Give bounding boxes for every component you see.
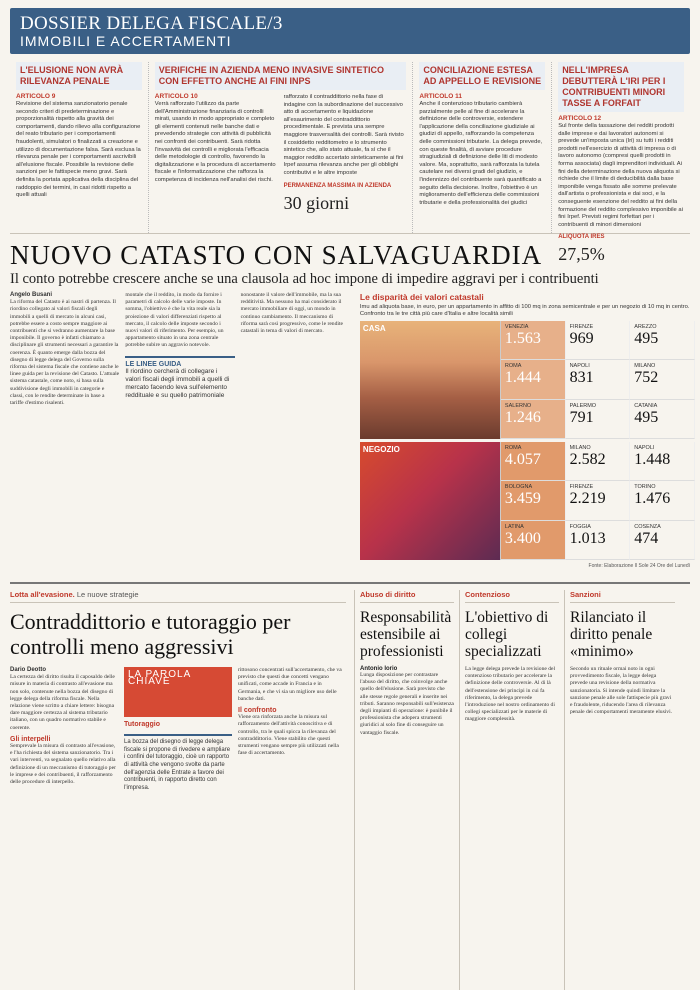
imu-value: 752	[634, 369, 659, 387]
tag-main: Lotta all'evasione.	[10, 590, 75, 599]
negozio-label: NEGOZIO	[362, 445, 400, 454]
city-name: SALERNO	[504, 402, 532, 409]
box-text: Revisione del sistema sanzionatorio penale secondo criteri di predeterminazione e proporzionalità rispetto alla gravità dei comportamenti, dando rilievo alla configurazione del reato tributario per i comportamenti fraudolenti, simulatori o finalizzati a creazione e utilizzo di documentazione falsa. Sarà esclusa la rilevanza penale per i comportamenti ascrivibili all'elusione fiscale. Possibile la revisione delle sanzioni per le fattispecie meno gravi. Sarà definita la portata applicativa della disciplina del raddoppio dei termini, in casi ridotti rispetto a quelli attuali	[16, 101, 141, 199]
casa-value-cell	[566, 321, 631, 360]
chart-source: Fonte: Elaborazione Il Sole 24 Ore del Lunedì	[588, 563, 690, 569]
lead-body: La certezza del diritto risulta il caposaldo delle misure in materia di contrasto all'evasione ma non solo, contenute nella bozza del disegno di legge delega della riforma fiscale. Nella relazione viene scritto a chiare lettere: bisogna dare maggiore certezza al sistema tributario italiano, con un quadro normativo stabile e coerente.	[10, 674, 115, 731]
negozio-value-cell	[566, 481, 631, 520]
section-tag	[10, 590, 346, 603]
kpi-value: 27,5%	[558, 244, 605, 265]
negozio-panel	[360, 442, 690, 560]
imu-value: 3.400	[504, 529, 541, 547]
main-subheadline: Il conto potrebbe crescere anche se una clausola ad hoc impone di impedire aggravi per i contribuenti	[10, 271, 599, 287]
city-name: PALERMO	[569, 402, 597, 409]
box-text: Anche il contenzioso tributario cambierà parzialmente pelle al fine di accelerare la definizione delle controversie, estendere l'applicazione della conciliazione giudiziale ai giudizi di appello, rafforzando la competenza delle commissioni tributarie. La delega prevede, con queste finalità, di avviare procedure stragiudiziali di definizione delle liti di modesto valore. Ma, soprattutto, sarà rafforzata la tutela cautelare nei diversi gradi del giudizio, e l'indennizzo del contribuente sarà quantificato a seguito della decisione. Inoltre, l'obiettivo è un miglioramento dell'efficienza delle commissioni tributarie e della professionalità dei giudici	[419, 101, 543, 206]
key-word-definition: La bozza del disegno di legge delega fiscale si propone di rivedere e ampliare i confini del tutoraggio, cioè un rapporto di attività che vengono svolte da parte dell'agenzia delle Entrate a favore dei contribuenti, in rapporto diretto con l'impresa.	[124, 734, 232, 792]
city-name: BOLOGNA	[504, 484, 533, 491]
negozio-values-grid	[500, 442, 695, 560]
lead-column-2	[124, 667, 232, 792]
lead-column-3	[238, 667, 346, 792]
key-word: Tutoraggio	[124, 721, 161, 728]
imu-value: 495	[634, 330, 659, 347]
key-word-box	[124, 667, 232, 717]
imu-value: 2.582	[569, 451, 606, 468]
story-sanzioni	[565, 590, 680, 990]
imu-value: 2.219	[569, 490, 606, 508]
imu-value: 1.013	[569, 529, 606, 547]
city-name: NAPOLI	[569, 363, 590, 370]
article-column-1	[10, 292, 119, 582]
kpi-label: PERMANENZA MASSIMA IN AZIENDA	[283, 182, 392, 189]
city-name: LATINA	[504, 523, 524, 530]
lead-body: Viene ora rinforzata anche la misura sul rafforzamento dell'attività conoscitiva e di controllo, tra le quali spicca la rilevanza del contraddittorio. Viene stabilito che questi strumenti vengano sempre più utilizzati nella fase di accertamento.	[238, 714, 339, 757]
box-title: NELL'IMPRESA DEBUTTERÀ L'IRI PER I CONTRIBUENTI MINORI TASSE A FORFAIT	[558, 62, 684, 112]
city-name: FIRENZE	[569, 484, 594, 491]
catasto-infographic	[360, 292, 690, 582]
casa-panel	[360, 321, 690, 439]
city-name: TORINO	[634, 484, 656, 491]
casa-values-grid	[500, 321, 695, 439]
casa-value-cell	[501, 321, 566, 360]
casa-value-cell	[630, 321, 695, 360]
box-text-continued: rafforzato il contraddittorio nella fase di indagine con la subordinazione del successivo atto di accertamento e liquidazione all'esaurimento del contraddittorio procedimentale. E prevista una sempre maggiore trasversalità dei controlli. Sarà rivisto il cosiddetto redditometro e lo strumento sintetico che, allo stato attuale, fa sì che il maggior reddito accertato sinteticamente ai fini Irpef assuma rilevanza anche per gli obblighi contributivi e le altre imposte	[283, 94, 404, 176]
lead-column-1	[10, 667, 118, 792]
negozio-value-cell	[501, 442, 566, 481]
city-name: COSENZA	[634, 523, 661, 530]
city-name: ROMA	[504, 363, 522, 370]
lead-headline: Contraddittorio e tutoraggio per controlli meno aggressivi	[10, 609, 291, 659]
linee-guida-title: LE LINEE GUIDA	[125, 360, 182, 368]
city-name: CATANIA	[634, 402, 658, 409]
tag-sub: Le nuove strategie	[76, 590, 139, 599]
dossier-title: DOSSIER DELEGA FISCALE/3	[20, 13, 283, 34]
article-body: nonostante il valore dell'immobile, ma la sua redditività. Ma nessuno ha mai considerato il mercato immobiliare di oggi, un mondo in continuo cambiamento. Il meccanismo di riforma sarà così progressivo, come le rendite catastali in tema di valori di mercato.	[240, 292, 343, 335]
casa-value-cell	[630, 400, 695, 439]
city-name: MILANO	[634, 363, 656, 370]
story-body: La legge delega prevede la revisione del contenzioso tributario per accelerare la definizione delle controversie. Al di là dell'estensione dei principi in cui fa riferimento, la delega prevede l'introduzione nel nostro ordinamento di collegi specializzati per le materie di maggiore complessità.	[465, 666, 556, 723]
article-column-2	[125, 292, 234, 582]
box-article-11	[413, 62, 552, 233]
section-tag: Abuso di diritto	[360, 590, 454, 603]
imu-value: 495	[634, 408, 659, 426]
article-body: La riforma del Catasto è ai nastri di partenza. Il riordino collegato ai valori fiscali degli immobili a quelli di mercato in alcuni casi, potrebbe essere a costo sempre maggiore ai contribuenti che si vedranno aumentare la base imponibile. Il governo è infatti chiamato a disciplinare gli strumenti necessari a garantire la coerenza. È quanto emerge dalla bozza del disegno di legge delega del Governo sulla riforma del sistema fiscale che contiene anche le linee guida per la revisione del Catasto. L'attuale sistema catastale, come noto, si basa sulla suddivisione degli immobili in categorie e classi, con le rendite determinate in base a tariffe d'estimo risalenti.	[10, 299, 120, 407]
city-name: NAPOLI	[634, 445, 655, 451]
box-title: VERIFICHE IN AZIENDA MENO INVASIVE SINTETICO CON EFFETTO ANCHE AI FINI INPS	[155, 62, 407, 90]
linee-guida-box	[125, 356, 234, 400]
box-article-10	[149, 62, 414, 233]
casa-value-cell	[501, 360, 566, 399]
negozio-value-cell	[566, 442, 631, 481]
casa-value-cell	[501, 400, 566, 439]
story-abuso	[355, 590, 460, 990]
imu-value: 1.448	[634, 451, 671, 468]
article-body: montale che il reddito, in modo da fornire i parametri di calcolo delle varie imposte. In somma, l'obiettivo è che la vita reale sia la proiezione di valori differenziati rispetto al mercato, il calcolo delle imposte secondo i nuovi valori di riferimento. Per esempio, un appartamento situato in una zona centrale potrebbe subire un aggravio notevole.	[125, 292, 224, 349]
story-headline: L'obiettivo di collegi specializzati	[465, 609, 549, 660]
linee-guida-text: Il riordino cercherà di collegare i valori fiscali degli immobili a quelli di mercato facendo leva sull'elemento reddituale e su quello patrimoniale	[125, 367, 230, 399]
article-number: ARTICOLO 10	[154, 93, 198, 100]
box-title: L'ELUSIONE NON AVRÀ RILEVANZA PENALE	[16, 62, 142, 90]
imu-value: 4.057	[504, 451, 541, 468]
shop-photo	[360, 442, 500, 560]
city-name: VENEZIA	[504, 324, 529, 330]
imu-value: 474	[634, 529, 659, 547]
article-number: ARTICOLO 9	[16, 93, 56, 100]
bottom-section	[10, 590, 690, 990]
kpi-label: ALIQUOTA IRES	[558, 234, 605, 241]
lead-body: rittosono concentrati sull'accertamento, che va previsto che questi due concetti vengano unificati, come accade in Francia e in Germania, e che vi sia un migliore uso delle banche dati.	[238, 667, 342, 702]
article-text	[10, 292, 350, 582]
key-word-label: LA PAROLA CHIAVE	[128, 669, 191, 688]
dossier-subtitle: IMMOBILI E ACCERTAMENTI	[20, 33, 232, 49]
story-body: Lunga disposizione per contrastare l'abuso del diritto, che coinvolge anche quello dell'elusione. Sarà previsto che alle stesse regole generali e inserite nei tributi. Saranno responsabili sull'esistenza degli impianti di operazione: è punibile il professionista che adopera strumenti giuridici al solo fine di conseguire un vantaggio fiscale.	[360, 672, 454, 736]
dossier-banner	[10, 8, 690, 54]
lead-body: Semprevale la misura di contrasto all'evasione, e l'ha richiesta del sistema sanzionatorio. Tra i vari interventi, va segnalato quello relativo alla definizione di un meccanismo di tutoraggio per le imprese e dei contribuenti, il rafforzamento delle procedure di interpello.	[10, 743, 116, 786]
box-text: Verrà rafforzato l'utilizzo da parte dell'Amministrazione finanziaria di controlli mirati, usando in modo appropriato e completo gli elementi contenuti nelle banche dati e prevedendo strategie con attività di pubblicità nei confronti dei contribuenti. Sarà ridotta l'invasività dei controlli e migliorata l'efficacia delle metodologie di controllo, favorendo la digitalizzazione e la procedura di accertamento fiscale e l'informatizzazione che rafforza la competenza di incidenza nell'analisi dei rischi.	[154, 101, 276, 183]
imu-value: 1.246	[504, 408, 541, 426]
negozio-value-cell	[501, 521, 566, 560]
chart-description: Imu ad aliquota base, in euro, per un appartamento in affitto di 100 mq in zona semicentrale e per un negozio di 10 mq in centro. Confronto tra le tre città più care d'Italia e altre località simili	[359, 304, 690, 317]
box-title: CONCILIAZIONE ESTESA AD APPELLO E REVISIONE	[419, 62, 545, 90]
author: Angelo Busani	[10, 292, 53, 298]
imu-value: 831	[569, 369, 594, 387]
casa-value-cell	[566, 400, 631, 439]
article-number: ARTICOLO 12	[558, 115, 602, 122]
subsection-title: Gli interpelli	[10, 735, 51, 743]
author: Dario Deotto	[10, 667, 46, 673]
subsection-title: Il confronto	[238, 707, 277, 715]
city-name: AREZZO	[634, 324, 657, 330]
box-article-12	[552, 62, 690, 265]
story-headline: Responsabilità estensibile ai professionisti	[360, 609, 452, 660]
negozio-value-cell	[566, 521, 631, 560]
chart-title: Le disparità dei valori catastali	[359, 292, 484, 302]
box-text: Sul fronte della tassazione dei redditi prodotti dalle imprese e dai lavoratori autonomi si prevede un'imposta unica (Iri) su tutti i redditi prodotti nell'esercizio di attività di impresa o di lavoro autonomo (compresi quelli prodotti in forma associata) dagli imprenditori individuali. Ai fini della determinazione della nuova aliquota si richiede che il limite di deducibilità dalla base imponibile venga fissato alle somme prelevate dall'artista o professionista e dai soci, e la conseguente esenzione del reddito ai fini della formazione del reddito complessivo imponibile ai fini Irpef. Previsti regimi forfettari per i contribuenti di minori dimensioni	[558, 123, 683, 228]
casa-value-cell	[630, 360, 695, 399]
article-column-3	[241, 292, 350, 582]
city-name: ROMA	[504, 445, 522, 451]
story-body: Secondo un rituale ormai noto in ogni provvedimento fiscale, la legge delega prevede una revisione della normativa sanzionatoria. Si intende quindi limitare la sanzione penale alle sole fattispecie più gravi e fraudolente, riducendo l'area di rilevanza penale dei comportamenti meramente elusivi.	[570, 666, 673, 716]
lead-story	[10, 590, 355, 990]
story-headline: Rilanciato il diritto penale «minimo»	[570, 609, 653, 660]
imu-value: 791	[569, 408, 594, 426]
negozio-value-cell	[630, 521, 695, 560]
city-name: MILANO	[569, 445, 591, 451]
imu-value: 1.563	[504, 330, 541, 347]
kpi-value: 30 giorni	[283, 192, 350, 213]
negozio-value-cell	[630, 442, 695, 481]
casa-value-cell	[566, 360, 631, 399]
main-headline: NUOVO CATASTO CON SALVAGUARDIA	[10, 240, 543, 270]
imu-value: 3.459	[504, 490, 541, 508]
buildings-photo	[360, 321, 500, 439]
article-number: ARTICOLO 11	[419, 93, 463, 100]
negozio-value-cell	[501, 481, 566, 520]
box-article-9	[10, 62, 149, 233]
section-tag: Sanzioni	[570, 590, 675, 603]
lead-columns	[10, 667, 346, 792]
city-name: FOGGIA	[569, 523, 591, 530]
imu-value: 1.476	[634, 490, 671, 508]
imu-value: 1.444	[504, 369, 541, 387]
city-name: FIRENZE	[569, 324, 594, 330]
section-tag: Contenzioso	[465, 590, 559, 603]
imu-value: 969	[569, 330, 594, 347]
story-contenzioso	[460, 590, 565, 990]
main-article	[10, 292, 690, 584]
casa-label: CASA	[362, 324, 386, 333]
author: Antonio Iorio	[360, 666, 398, 672]
negozio-value-cell	[630, 481, 695, 520]
